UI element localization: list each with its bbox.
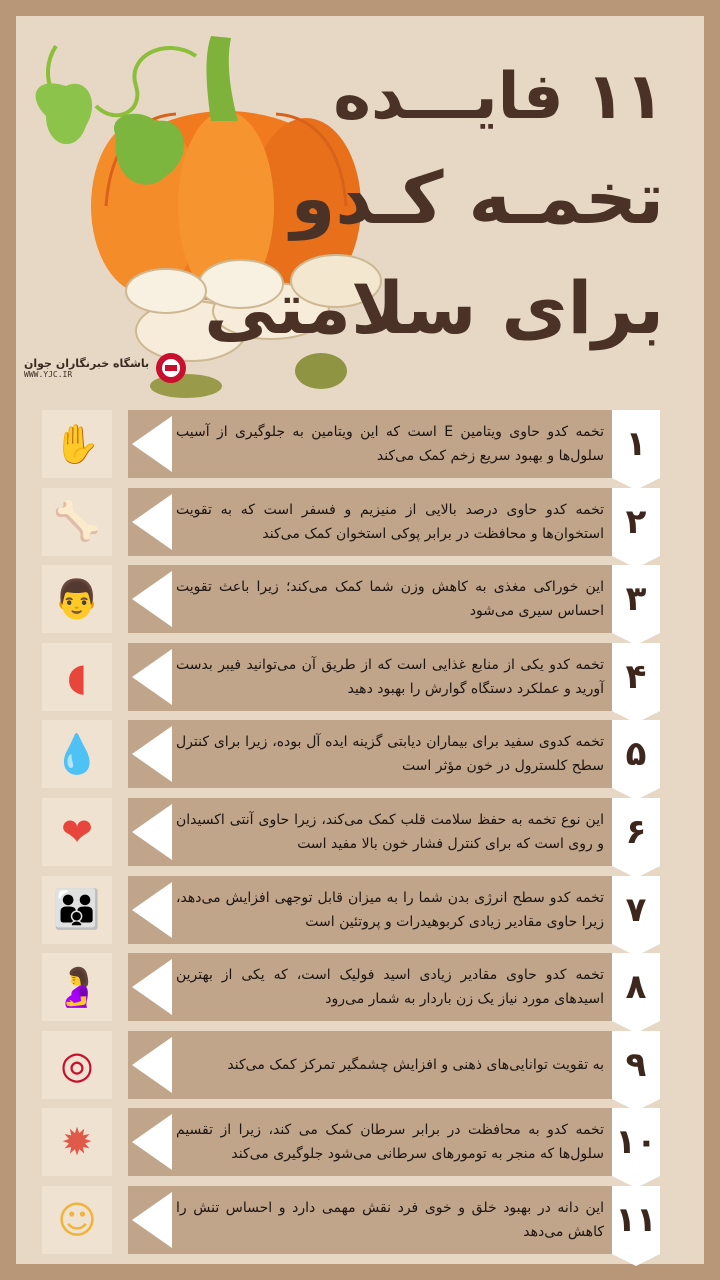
list-item <box>16 953 704 1021</box>
arrow-left-icon <box>132 1114 172 1170</box>
item-number: ۴ <box>612 643 660 711</box>
list-item <box>16 798 704 866</box>
list-item <box>16 565 704 633</box>
arrow-left-icon <box>132 804 172 860</box>
title-line-2: تخمـه کـدو <box>290 156 664 240</box>
arrow-left-icon <box>132 1192 172 1248</box>
item-number: ۱۱ <box>612 1186 660 1254</box>
heart-pressure-icon: ❤ <box>42 798 112 866</box>
list-item <box>16 488 704 556</box>
item-text: این خوراکی مغذی به کاهش وزن شما کمک می‌کند؛ زیرا باعث تقویت احساس سیری می‌شود <box>176 579 604 620</box>
arrow-left-icon <box>132 494 172 550</box>
item-text: تخمه کدو حاوی ویتامین E است که این ویتامین به جلوگیری از آسیب سلول‌ها و بهبود سریع زخم کمک می‌کند <box>176 424 604 464</box>
item-number: ۱ <box>612 410 660 478</box>
arrow-left-icon <box>132 1037 172 1093</box>
arrow-left-icon <box>132 571 172 627</box>
virus-cell-icon: ✹ <box>42 1108 112 1176</box>
yjc-logo <box>24 352 187 384</box>
arrow-left-icon <box>132 649 172 705</box>
item-text: تخمه کدو حاوی درصد بالایی از منیزیم و فسفر است که به تقویت استخوان‌ها و محافظت در برابر پوکی استخوان کمک می‌کند <box>176 501 604 542</box>
list-item <box>16 643 704 711</box>
focus-target-icon: ◎ <box>42 1031 112 1099</box>
header <box>16 16 704 398</box>
list-item <box>16 720 704 788</box>
item-number: ۵ <box>612 720 660 788</box>
item-number: ۲ <box>612 488 660 556</box>
title-line-3: برای سلامتی <box>204 266 664 350</box>
list-item <box>16 1108 704 1176</box>
item-number: ۳ <box>612 565 660 633</box>
bone-joint-icon: 🦴 <box>42 488 112 556</box>
title-line-1: ۱۱ فایـــده <box>333 60 664 134</box>
list-item <box>16 410 704 478</box>
item-text: تخمه کدو به محافظت در برابر سرطان کمک می کند، زیرا از تقسیم سلول‌ها که منجر به تومورهای سرطانی می‌شود جلوگیری می‌کند <box>176 1122 604 1163</box>
arrow-left-icon <box>132 726 172 782</box>
list-item <box>16 876 704 944</box>
yjc-logo-icon <box>155 352 187 384</box>
item-text: تخمه کدو یکی از منابع غذایی است که از طریق آن می‌توانید فیبر بدست آورید و عملکرد دستگاه گوارش را بهبود دهید <box>176 656 604 697</box>
item-text: تخمه کدوی سفید برای بیماران دیابتی گزینه ایده آل بوده، زیرا برای کنترل سطح کلسترول در خون مؤثر است <box>176 734 604 775</box>
item-number: ۹ <box>612 1031 660 1099</box>
arrow-left-icon <box>132 959 172 1015</box>
arrow-left-icon <box>132 416 172 472</box>
happy-faces-icon: ☺ <box>42 1186 112 1254</box>
infographic-frame <box>16 16 704 1264</box>
list-item <box>16 1186 704 1254</box>
item-number: ۸ <box>612 953 660 1021</box>
energetic-family-icon: 👪 <box>42 876 112 944</box>
item-number: ۷ <box>612 876 660 944</box>
blood-drop-icon: 💧 <box>42 720 112 788</box>
item-number: ۱۰ <box>612 1108 660 1176</box>
stomach-icon: ◖ <box>42 643 112 711</box>
item-text: این نوع تخمه به حفظ سلامت قلب کمک می‌کند، زیرا حاوی آنتی اکسیدان و روی است که برای کنترل فشار خون بالا مفید است <box>176 812 604 852</box>
item-text: تخمه کدو سطح انرژی بدن شما را به میزان قابل توجهی افزایش می‌دهد، زیرا حاوی مقادیر زیادی کربوهیدرات و پروتئین است <box>176 889 604 930</box>
arrow-left-icon <box>132 882 172 938</box>
bandaged-hand-icon: ✋ <box>42 410 112 478</box>
overweight-man-icon: 👨 <box>42 565 112 633</box>
item-text: این دانه در بهبود خلق و خوی فرد نقش مهمی دارد و احساس تنش را کاهش می‌دهد <box>176 1200 604 1240</box>
logo-url: WWW.YJC.IR <box>24 370 73 379</box>
list-item <box>16 1031 704 1099</box>
item-number: ۶ <box>612 798 660 866</box>
logo-name: باشگاه خبرنگاران جوان <box>24 357 150 370</box>
item-text: به تقویت توانایی‌های ذهنی و افزایش چشمگیر تمرکز کمک می‌کند <box>227 1056 604 1073</box>
pregnant-woman-icon: 🤰 <box>42 953 112 1021</box>
item-text: تخمه کدو حاوی مقادیر زیادی اسید فولیک است، که یکی از بهترین اسیدهای مورد نیاز یک زن باردار به شمار می‌رود <box>176 967 604 1008</box>
